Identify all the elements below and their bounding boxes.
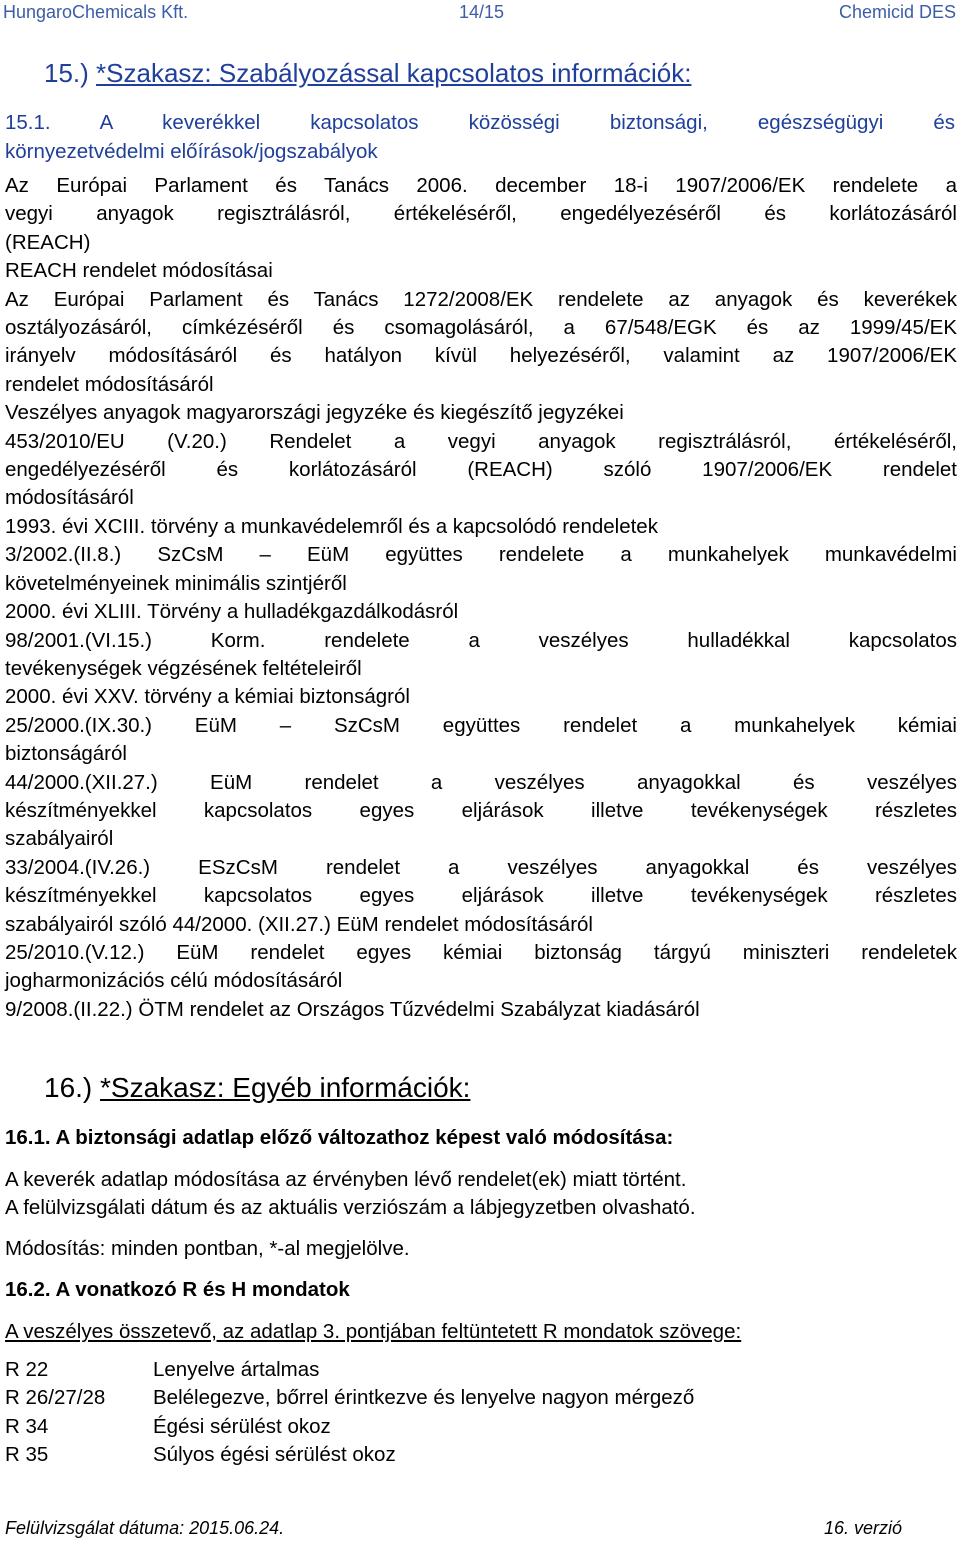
regulation-line: osztályozásáról, címkézéséről és csomagolásáról, a 67/548/EGK és az 1999/45/EK: [5, 316, 957, 340]
header-page-number: 14/15: [459, 2, 505, 22]
regulation-line: vegyi anyagok regisztrálásról, értékeléséről, engedélyezéséről és korlátozásáról: [5, 202, 957, 226]
section-16-heading: [44, 1072, 470, 1104]
regulation-line: szabályairól: [5, 827, 114, 851]
regulation-line: tevékenységek végzésének feltételeiről: [5, 656, 362, 680]
r-phrase-text: Súlyos égési sérülést okoz: [153, 1443, 396, 1467]
regulation-line: készítményekkel kapcsolatos egyes eljárások illetve tevékenységek részletes: [5, 884, 957, 908]
subsection-15-1-title-a: A keverékkel kapcsolatos közösségi biztonsági, egészségügyi és: [99, 111, 955, 134]
footer-version: 16. verzió: [823, 1518, 902, 1538]
regulation-line: szabályairól szóló 44/2000. (XII.27.) EüM rendelet módosításáról: [5, 912, 593, 936]
regulation-line: biztonságáról: [5, 742, 127, 766]
regulation-line: Veszélyes anyagok magyarországi jegyzéke és kiegészítő jegyzékei: [5, 401, 624, 425]
regulation-line: 25/2000.(IX.30.) EüM – SzCsM együttes rendelet a munkahelyek kémiai: [5, 713, 957, 737]
r-phrase-row: [5, 1386, 694, 1414]
regulation-line: Az Európai Parlament és Tanács 1272/2008/EK rendelete az anyagok és keverékek: [5, 287, 957, 311]
regulation-line: irányelv módosításáról és hatályon kívül helyezéséről, valamint az 1907/2006/EK: [5, 344, 957, 368]
section-16-number: 16.): [44, 1072, 93, 1103]
r-phrase-text: Égési sérülést okoz: [153, 1414, 331, 1438]
footer-review-date: Felülvizsgálat dátuma: 2015.06.24.: [5, 1518, 285, 1538]
subsection-15-1-title-b: környezetvédelmi előírások/jogszabályok: [5, 140, 378, 163]
regulation-line: 3/2002.(II.8.) SzCsM – EüM együttes rendelete a munkahelyek munkavédelmi: [5, 543, 957, 567]
regulation-list: [5, 172, 957, 1024]
subsection-15-1-line-1: [5, 108, 955, 137]
subsection-15-1-number: 15.1.: [5, 111, 51, 134]
regulation-line: jogharmonizációs célú módosításáról: [5, 969, 343, 993]
r-phrases-table: [5, 1358, 694, 1472]
header-company: HungaroChemicals Kft.: [3, 2, 189, 22]
r-phrases-intro: A veszélyes összetevő, az adatlap 3. pontjában feltüntetett R mondatok szövege:: [5, 1320, 742, 1343]
regulation-line: 9/2008.(II.22.) ÖTM rendelet az Országos Tűzvédelmi Szabályzat kiadásáról: [5, 997, 700, 1021]
section-15-title: *Szakasz: Szabályozással kapcsolatos információk:: [96, 58, 692, 88]
regulation-line: követelményeinek minimális szintjéről: [5, 571, 347, 595]
regulation-line: készítményekkel kapcsolatos egyes eljárások illetve tevékenységek részletes: [5, 798, 957, 822]
r-phrase-text: Lenyelve ártalmas: [153, 1358, 320, 1381]
regulation-line: (REACH): [5, 230, 91, 254]
regulation-line: 25/2010.(V.12.) EüM rendelet egyes kémiai biztonság tárgyú miniszteri rendeletek: [5, 940, 957, 964]
regulation-line: Az Európai Parlament és Tanács 2006. december 18-i 1907/2006/EK rendelete a: [5, 174, 957, 197]
section-15-number: 15.): [44, 58, 89, 88]
r-phrase-text: Belélegezve, bőrrel érintkezve és lenyelve nagyon mérgező: [153, 1386, 695, 1410]
regulation-line: 1993. évi XCIII. törvény a munkavédelemről és a kapcsolódó rendeletek: [5, 514, 658, 538]
regulation-line: engedélyezéséről és korlátozásáról (REACH) szóló 1907/2006/EK rendelet: [5, 458, 957, 482]
regulation-line: módosításáról: [5, 486, 134, 510]
header-product: Chemicid DES: [838, 2, 956, 22]
regulation-line: 2000. évi XLIII. Törvény a hulladékgazdálkodásról: [5, 600, 459, 624]
regulation-line: 33/2004.(IV.26.) ESzCsM rendelet a veszélyes anyagokkal és veszélyes: [5, 855, 957, 879]
r-phrase-row: [5, 1443, 694, 1471]
subsection-16-1-text: [5, 1166, 696, 1222]
subsection-15-1-heading: [5, 108, 955, 166]
section-16-title: *Szakasz: Egyéb információk:: [100, 1072, 471, 1103]
r-phrase-code: R 35: [5, 1443, 49, 1467]
subsection-16-1-heading: 16.1. A biztonsági adatlap előző változathoz képest való módosítása:: [5, 1126, 674, 1149]
review-date-note: A felülvizsgálati dátum és az aktuális verziószám a lábjegyzetben olvasható.: [5, 1196, 696, 1219]
r-phrase-code: R 34: [5, 1414, 49, 1438]
regulation-line: 2000. évi XXV. törvény a kémiai biztonságról: [5, 685, 410, 709]
modification-reason: A keverék adatlap módosítása az érvényben lévő rendelet(ek) miatt történt.: [5, 1168, 687, 1191]
r-phrase-row: [5, 1358, 694, 1386]
regulation-line: REACH rendelet módosításai: [5, 259, 273, 283]
r-phrase-row: [5, 1415, 694, 1443]
r-phrase-code: R 22: [5, 1358, 49, 1381]
page-footer: [0, 1518, 960, 1544]
regulation-line: 453/2010/EU (V.20.) Rendelet a vegyi anyagok regisztrálásról, értékeléséről,: [5, 429, 957, 453]
r-phrase-code: R 26/27/28: [5, 1386, 106, 1410]
subsection-16-2-heading: 16.2. A vonatkozó R és H mondatok: [5, 1278, 350, 1301]
page-header: [0, 0, 960, 26]
section-15-heading: [44, 58, 691, 89]
regulation-line: rendelet módosításáról: [5, 372, 214, 396]
regulation-line: 44/2000.(XII.27.) EüM rendelet a veszélyes anyagokkal és veszélyes: [5, 770, 957, 794]
regulation-line: 98/2001.(VI.15.) Korm. rendelete a veszélyes hulladékkal kapcsolatos: [5, 628, 957, 652]
modification-note: Módosítás: minden pontban, *-al megjelölve.: [5, 1237, 410, 1260]
